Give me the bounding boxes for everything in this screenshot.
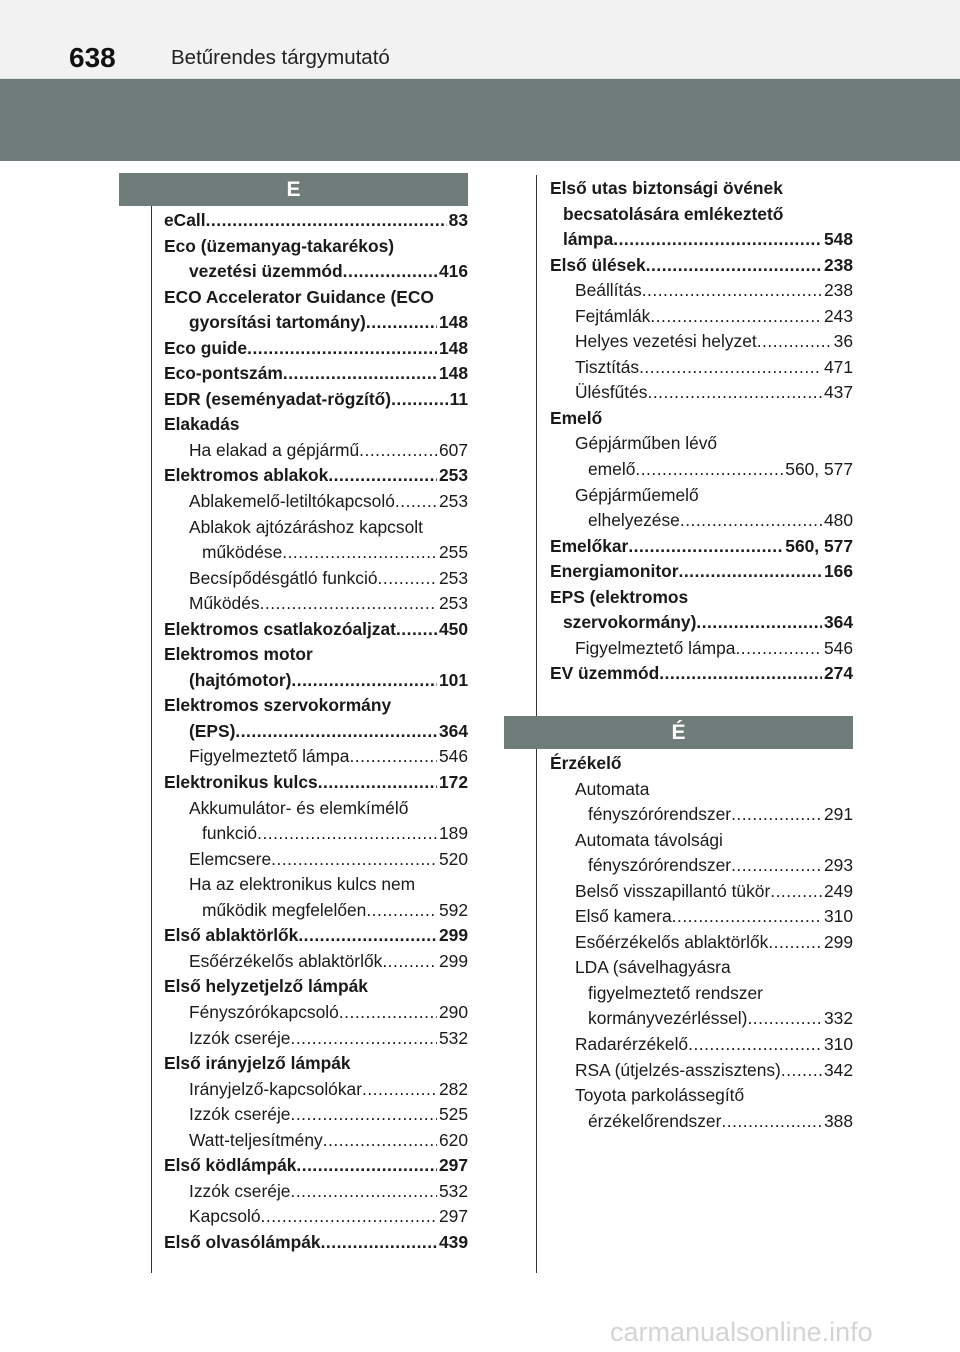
dot-leader bbox=[260, 591, 437, 617]
entry-term: Első ködlámpák bbox=[164, 1155, 297, 1176]
index-entry bbox=[550, 1109, 853, 1135]
index-entry bbox=[550, 1006, 853, 1032]
dot-leader bbox=[731, 853, 822, 879]
section-heading-e: E bbox=[119, 173, 468, 206]
dot-leader bbox=[395, 489, 437, 515]
entry-page: 388 bbox=[823, 1110, 853, 1131]
dot-leader bbox=[781, 1058, 822, 1084]
dot-leader bbox=[696, 610, 822, 636]
entry-page: 238 bbox=[823, 280, 853, 301]
index-entry bbox=[164, 642, 468, 668]
dot-leader bbox=[296, 1153, 437, 1179]
dot-leader bbox=[206, 208, 447, 234]
dot-leader bbox=[290, 1102, 437, 1128]
entry-term: Fényszórókapcsoló bbox=[189, 1001, 339, 1022]
index-entry bbox=[164, 1051, 468, 1077]
entry-page: 11 bbox=[449, 388, 468, 409]
dot-leader bbox=[362, 1077, 437, 1103]
entry-term: Esőérzékelős ablaktörlők bbox=[575, 931, 769, 952]
index-entry bbox=[550, 483, 853, 509]
entry-page: 166 bbox=[823, 561, 853, 582]
entry-term: Toyota parkolássegítő bbox=[575, 1085, 745, 1106]
entry-term: fényszórórendszer bbox=[588, 804, 732, 825]
entry-page: 532 bbox=[438, 1180, 468, 1201]
dot-leader bbox=[382, 949, 437, 975]
index-entry bbox=[550, 457, 853, 483]
entry-page: 253 bbox=[438, 491, 468, 512]
index-entry bbox=[164, 1102, 468, 1128]
entry-page: 592 bbox=[438, 899, 468, 920]
entry-term: Eco-pontszám bbox=[164, 363, 283, 384]
index-entry bbox=[550, 828, 853, 854]
index-entry bbox=[550, 227, 853, 253]
entry-page: 148 bbox=[438, 363, 468, 384]
entry-term: (hajtómotor) bbox=[189, 669, 292, 690]
index-entry bbox=[550, 508, 853, 534]
entry-term: figyelmeztető rendszer bbox=[588, 982, 763, 1003]
entry-term: RSA (útjelzés-asszisztens) bbox=[575, 1059, 781, 1080]
index-entry bbox=[164, 285, 468, 311]
entry-term: működése bbox=[202, 542, 283, 563]
index-entry bbox=[164, 540, 468, 566]
entry-term: Izzók cseréje bbox=[189, 1180, 291, 1201]
entry-term: szervokormány) bbox=[563, 612, 697, 633]
entry-term: Elektronikus kulcs bbox=[164, 772, 318, 793]
entry-term: ECO Accelerator Guidance (ECO bbox=[164, 286, 434, 307]
entry-page: 546 bbox=[438, 746, 468, 767]
dot-leader bbox=[283, 361, 437, 387]
entry-page: 297 bbox=[438, 1206, 468, 1227]
index-list-e-acute bbox=[550, 751, 853, 1134]
entry-term: Watt-teljesítmény bbox=[189, 1129, 323, 1150]
index-entry bbox=[164, 1153, 468, 1179]
index-entry bbox=[164, 821, 468, 847]
dot-leader bbox=[650, 304, 822, 330]
index-entry bbox=[164, 591, 468, 617]
index-entry bbox=[550, 278, 853, 304]
dot-leader bbox=[298, 923, 437, 949]
entry-page: 290 bbox=[438, 1001, 468, 1022]
entry-page: 293 bbox=[823, 855, 853, 876]
entry-term: EV üzemmód bbox=[550, 663, 660, 684]
entry-term: Ülésfűtés bbox=[575, 382, 648, 403]
entry-term: Automata bbox=[575, 778, 650, 799]
dot-leader bbox=[735, 636, 822, 662]
entry-page: 548 bbox=[823, 229, 853, 250]
entry-term: Érzékelő bbox=[550, 753, 622, 773]
entry-page: 148 bbox=[438, 312, 468, 333]
entry-page: 607 bbox=[438, 439, 468, 460]
watermark: carmanualsonline.info bbox=[610, 1317, 873, 1347]
index-entry bbox=[164, 463, 468, 489]
entry-term: Radarérzékelő bbox=[575, 1034, 689, 1055]
index-entry bbox=[550, 380, 853, 406]
dot-leader bbox=[366, 310, 437, 336]
index-entry bbox=[164, 770, 468, 796]
index-entry bbox=[164, 361, 468, 387]
index-entry bbox=[164, 668, 468, 694]
entry-page: 364 bbox=[823, 612, 853, 633]
index-entry bbox=[164, 744, 468, 770]
dot-leader bbox=[688, 1032, 822, 1058]
dot-leader bbox=[721, 1109, 822, 1135]
index-entry bbox=[164, 412, 468, 438]
entry-page: 560, 577 bbox=[785, 535, 853, 556]
dot-leader bbox=[639, 355, 822, 381]
dot-leader bbox=[321, 1230, 437, 1256]
index-entry bbox=[164, 1000, 468, 1026]
index-entry bbox=[164, 208, 468, 234]
index-entry bbox=[164, 1026, 468, 1052]
entry-term: Működés bbox=[189, 593, 260, 614]
entry-page: 274 bbox=[823, 663, 853, 684]
index-entry bbox=[550, 406, 853, 432]
entry-term: kormányvezérléssel) bbox=[588, 1008, 748, 1029]
index-entry bbox=[164, 796, 468, 822]
dot-leader bbox=[747, 1006, 822, 1032]
index-entry bbox=[550, 981, 853, 1007]
entry-page: 342 bbox=[823, 1059, 853, 1080]
entry-page: 297 bbox=[438, 1155, 468, 1176]
index-entry bbox=[164, 872, 468, 898]
entry-page: 249 bbox=[823, 880, 853, 901]
index-entry bbox=[550, 176, 853, 202]
entry-page: 560, 577 bbox=[785, 459, 853, 480]
entry-term: Első olvasólámpák bbox=[164, 1231, 321, 1252]
index-entry bbox=[164, 923, 468, 949]
dot-leader bbox=[359, 438, 437, 464]
index-entry bbox=[164, 974, 468, 1000]
entry-term: lámpa bbox=[563, 229, 614, 250]
entry-page: 520 bbox=[438, 848, 468, 869]
dot-leader bbox=[628, 534, 783, 560]
entry-page: 439 bbox=[438, 1231, 468, 1252]
index-entry bbox=[164, 489, 468, 515]
index-entry bbox=[164, 234, 468, 260]
dot-leader bbox=[731, 802, 822, 828]
index-entry bbox=[550, 329, 853, 355]
index-entry bbox=[550, 1032, 853, 1058]
entry-term: Ablakok ajtózáráshoz kapcsolt bbox=[189, 516, 423, 537]
entry-page: 310 bbox=[823, 1034, 853, 1055]
index-entry bbox=[550, 202, 853, 228]
entry-page: 243 bbox=[823, 305, 853, 326]
entry-term: EPS (elektromos bbox=[550, 586, 689, 607]
index-entry bbox=[550, 636, 853, 662]
entry-page: 299 bbox=[438, 950, 468, 971]
dot-leader bbox=[349, 744, 437, 770]
entry-term: eCall bbox=[164, 210, 206, 230]
section-e-acute bbox=[504, 716, 853, 1131]
dot-leader bbox=[648, 380, 822, 406]
dot-leader bbox=[391, 387, 448, 413]
entry-term: működik megfelelően bbox=[202, 899, 367, 920]
entry-term: (EPS) bbox=[189, 720, 236, 741]
entry-term: Esőérzékelős ablaktörlők bbox=[189, 950, 383, 971]
index-entry bbox=[164, 259, 468, 285]
column-divider-left bbox=[151, 205, 152, 1273]
dot-leader bbox=[290, 1026, 437, 1052]
entry-page: 148 bbox=[438, 337, 468, 358]
index-entry bbox=[550, 304, 853, 330]
entry-term: Emelő bbox=[550, 407, 603, 428]
entry-term: Első utas biztonsági övének bbox=[550, 178, 783, 198]
entry-term: Helyes vezetési helyzet bbox=[575, 331, 757, 352]
entry-term: becsatolására emlékeztető bbox=[563, 203, 784, 224]
entry-page: 480 bbox=[823, 510, 853, 531]
entry-term: Izzók cseréje bbox=[189, 1027, 291, 1048]
entry-page: 83 bbox=[448, 210, 468, 230]
entry-term: Elemcsere bbox=[189, 848, 272, 869]
page-number: 638 bbox=[69, 42, 116, 73]
entry-page: 620 bbox=[438, 1129, 468, 1150]
entry-page: 189 bbox=[438, 823, 468, 844]
entry-page: 437 bbox=[823, 382, 853, 403]
dot-leader bbox=[339, 1000, 437, 1026]
index-entry bbox=[550, 904, 853, 930]
entry-page: 101 bbox=[438, 669, 468, 690]
index-entry bbox=[164, 310, 468, 336]
index-entry bbox=[164, 1128, 468, 1154]
entry-term: Becsípődésgátló funkció bbox=[189, 567, 378, 588]
dot-leader bbox=[672, 904, 822, 930]
index-entry bbox=[550, 585, 853, 611]
entry-term: Eco (üzemanyag-takarékos) bbox=[164, 235, 395, 256]
entry-page: 253 bbox=[438, 593, 468, 614]
entry-term: Elektromos ablakok bbox=[164, 465, 329, 486]
entry-term: Elektromos csatlakozóaljzat bbox=[164, 618, 396, 639]
dot-leader bbox=[282, 540, 437, 566]
entry-page: 238 bbox=[823, 254, 853, 275]
entry-page: 471 bbox=[823, 356, 853, 377]
entry-term: Ha az elektronikus kulcs nem bbox=[189, 874, 416, 895]
entry-term: Beállítás bbox=[575, 280, 642, 301]
index-entry bbox=[550, 610, 853, 636]
index-entry bbox=[550, 853, 853, 879]
entry-term: Első helyzetjelző lámpák bbox=[164, 976, 368, 997]
entry-page: 364 bbox=[438, 720, 468, 741]
index-entry bbox=[164, 617, 468, 643]
entry-page: 299 bbox=[823, 931, 853, 952]
index-list-e-continued bbox=[550, 176, 853, 687]
index-entry bbox=[164, 1230, 468, 1256]
entry-term: Automata távolsági bbox=[575, 829, 723, 850]
dot-leader bbox=[290, 1179, 437, 1205]
column-left bbox=[119, 173, 468, 1252]
dot-leader bbox=[291, 668, 437, 694]
index-entry bbox=[164, 693, 468, 719]
entry-term: emelő bbox=[588, 459, 636, 480]
dot-leader bbox=[635, 457, 783, 483]
dot-leader bbox=[366, 898, 437, 924]
index-entry bbox=[550, 1083, 853, 1109]
entry-term: Gépjárműben lévő bbox=[575, 433, 718, 454]
dot-leader bbox=[257, 821, 437, 847]
entry-page: 450 bbox=[438, 618, 468, 639]
index-entry bbox=[164, 1179, 468, 1205]
index-entry bbox=[164, 1204, 468, 1230]
entry-term: Tisztítás bbox=[575, 356, 640, 377]
dot-leader bbox=[646, 253, 822, 279]
entry-term: Elektromos motor bbox=[164, 644, 313, 665]
entry-term: elhelyezése bbox=[588, 510, 680, 531]
entry-term: Első ablaktörlők bbox=[164, 925, 299, 946]
dot-leader bbox=[271, 847, 437, 873]
index-entry bbox=[164, 949, 468, 975]
entry-page: 532 bbox=[438, 1027, 468, 1048]
entry-page: 525 bbox=[438, 1104, 468, 1125]
dot-leader bbox=[378, 566, 437, 592]
index-entry bbox=[550, 930, 853, 956]
entry-term: Első kamera bbox=[575, 906, 672, 927]
entry-term: EDR (eseményadat-rögzítő) bbox=[164, 388, 392, 409]
index-entry bbox=[550, 355, 853, 381]
index-entry bbox=[550, 559, 853, 585]
entry-term: Irányjelző-kapcsolókar bbox=[189, 1078, 363, 1099]
entry-term: funkció bbox=[202, 823, 258, 844]
dot-leader bbox=[235, 719, 437, 745]
entry-page: 416 bbox=[438, 261, 468, 282]
entry-page: 172 bbox=[438, 772, 468, 793]
entry-term: Figyelmeztető lámpa bbox=[575, 637, 736, 658]
entry-term: Első ülések bbox=[550, 254, 646, 275]
entry-page: 36 bbox=[833, 331, 853, 352]
entry-term: Akkumulátor- és elemkímélő bbox=[189, 797, 409, 818]
dot-leader bbox=[247, 336, 437, 362]
index-entry bbox=[550, 431, 853, 457]
dot-leader bbox=[396, 617, 437, 643]
dot-leader bbox=[261, 1204, 437, 1230]
entry-term: Gépjárműemelő bbox=[575, 484, 699, 505]
entry-term: Fejtámlák bbox=[575, 305, 651, 326]
index-entry bbox=[164, 719, 468, 745]
entry-page: 299 bbox=[438, 925, 468, 946]
index-entry bbox=[164, 438, 468, 464]
entry-page: 332 bbox=[823, 1008, 853, 1029]
entry-page: 253 bbox=[438, 465, 468, 486]
index-entry bbox=[550, 751, 853, 777]
entry-term: LDA (sávelhagyásra bbox=[575, 957, 731, 978]
section-heading-e-acute: É bbox=[504, 716, 853, 749]
entry-term: vezetési üzemmód bbox=[189, 261, 343, 282]
entry-term: Emelőkar bbox=[550, 535, 629, 556]
entry-page: 546 bbox=[823, 637, 853, 658]
entry-term: Elakadás bbox=[164, 414, 240, 435]
index-list-e bbox=[164, 208, 468, 1255]
index-entry bbox=[550, 253, 853, 279]
dot-leader bbox=[328, 463, 437, 489]
index-entry bbox=[550, 534, 853, 560]
index-entry bbox=[550, 1058, 853, 1084]
dot-leader bbox=[659, 661, 822, 687]
entry-page: 253 bbox=[438, 567, 468, 588]
dot-leader bbox=[642, 278, 822, 304]
entry-term: Ablakemelő-letiltókapcsoló bbox=[189, 491, 395, 512]
dot-leader bbox=[323, 1128, 437, 1154]
page-title: Betűrendes tárgymutató bbox=[171, 46, 390, 69]
dot-leader bbox=[318, 770, 437, 796]
dot-leader bbox=[770, 879, 822, 905]
dot-leader bbox=[679, 559, 822, 585]
entry-term: Ha elakad a gépjármű bbox=[189, 439, 360, 460]
index-entry bbox=[550, 661, 853, 687]
entry-term: Eco guide bbox=[164, 337, 248, 358]
index-entry bbox=[164, 898, 468, 924]
entry-page: 310 bbox=[823, 906, 853, 927]
dot-leader bbox=[343, 259, 437, 285]
page-header bbox=[0, 0, 960, 79]
index-entry bbox=[550, 802, 853, 828]
entry-term: Izzók cseréje bbox=[189, 1104, 291, 1125]
entry-term: Belső visszapillantó tükör bbox=[575, 880, 771, 901]
entry-term: gyorsítási tartomány) bbox=[189, 312, 366, 333]
entry-page: 282 bbox=[438, 1078, 468, 1099]
entry-page: 291 bbox=[823, 804, 853, 825]
entry-term: Elektromos szervokormány bbox=[164, 695, 392, 716]
entry-term: fényszórórendszer bbox=[588, 855, 732, 876]
entry-term: érzékelőrendszer bbox=[588, 1110, 722, 1131]
index-entry bbox=[164, 847, 468, 873]
index-entry bbox=[550, 879, 853, 905]
index-entry bbox=[550, 777, 853, 803]
dot-leader bbox=[757, 329, 832, 355]
entry-term: Energiamonitor bbox=[550, 561, 679, 582]
entry-page: 255 bbox=[438, 542, 468, 563]
header-band bbox=[0, 79, 960, 161]
dot-leader bbox=[680, 508, 822, 534]
index-entry bbox=[164, 515, 468, 541]
index-entry bbox=[164, 1077, 468, 1103]
index-entry bbox=[164, 336, 468, 362]
index-entry bbox=[164, 387, 468, 413]
entry-term: Figyelmeztető lámpa bbox=[189, 746, 350, 767]
index-entry bbox=[550, 955, 853, 981]
index-entry bbox=[164, 566, 468, 592]
dot-leader bbox=[613, 227, 822, 253]
entry-term: Első irányjelző lámpák bbox=[164, 1053, 351, 1074]
dot-leader bbox=[768, 930, 822, 956]
entry-term: Kapcsoló bbox=[189, 1206, 261, 1227]
